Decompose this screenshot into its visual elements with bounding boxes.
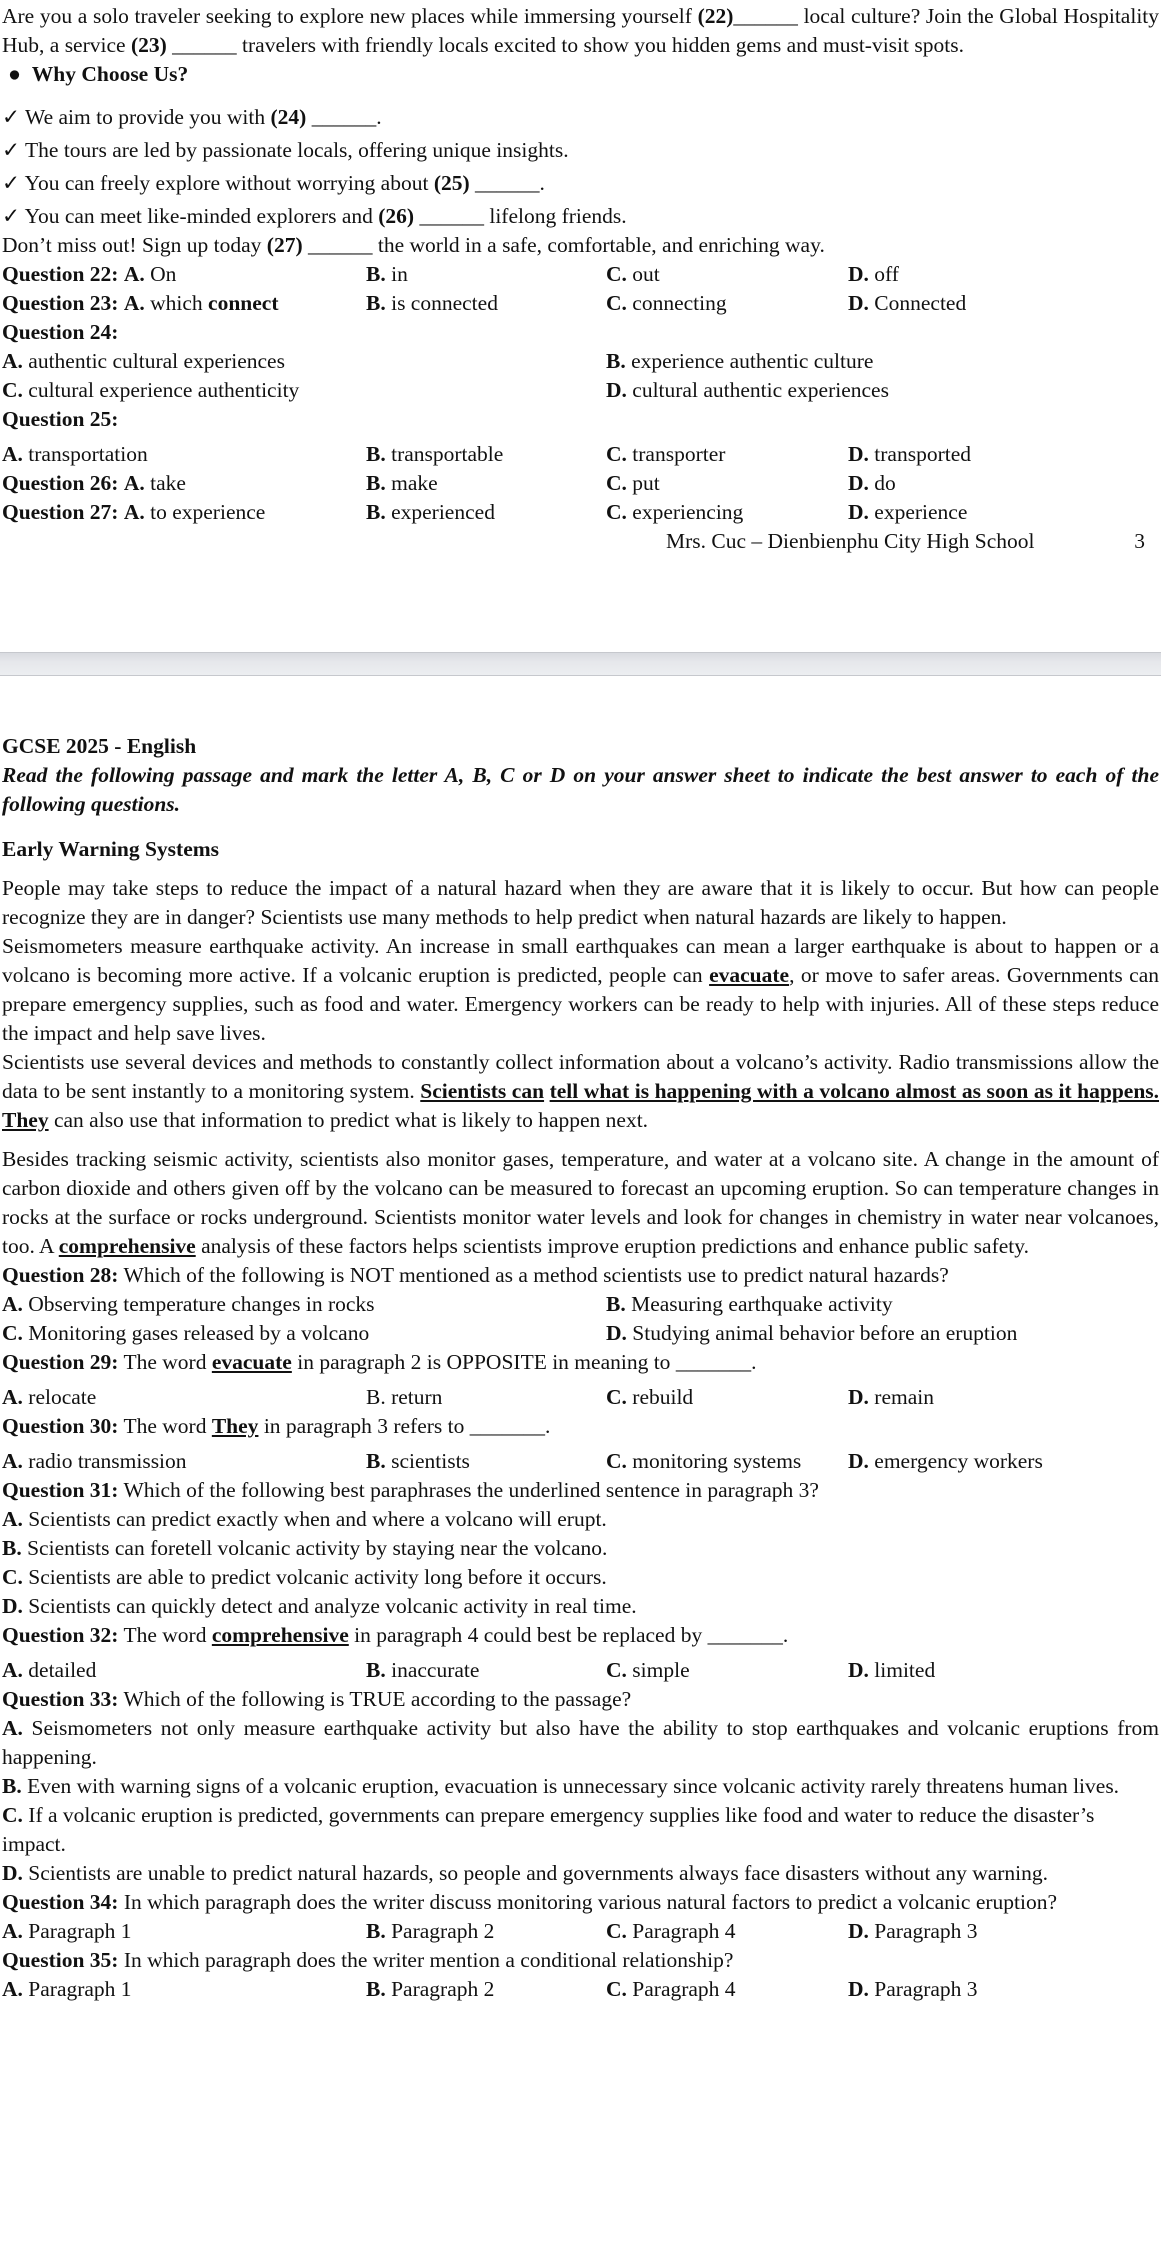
question-stem-a: The word (123, 1414, 207, 1438)
option-a: radio transmission (28, 1449, 187, 1473)
option-letter: B. (2, 1536, 22, 1560)
option-letter: C. (606, 1385, 627, 1409)
benefit-item (2, 103, 1159, 132)
option-letter: D. (848, 500, 869, 524)
blank-27: ______ (308, 233, 373, 257)
question-35-options (2, 1975, 1159, 2004)
question-22 (2, 260, 1159, 289)
question-label: Question 26: (2, 471, 119, 495)
option-letter: B. (366, 1449, 386, 1473)
question-33-stem (2, 1685, 1159, 1714)
option-d: Connected (874, 291, 967, 315)
option-d: Paragraph 3 (874, 1977, 978, 2001)
option-a: authentic cultural experiences (28, 349, 285, 373)
option-c: simple (632, 1658, 690, 1682)
benefit-post: . (376, 105, 382, 129)
option-letter: B. (366, 442, 386, 466)
option-c: Monitoring gases released by a volcano (28, 1321, 370, 1345)
exam-header: GCSE 2025 - English (2, 734, 197, 758)
question-34-options (2, 1917, 1159, 1946)
option-letter: D. (606, 1321, 627, 1345)
option-b: scientists (391, 1449, 470, 1473)
option-a (2, 1714, 1159, 1772)
option-c: put (632, 471, 660, 495)
passage-paragraph-3 (2, 1048, 1159, 1135)
option-text: Scientists can quickly detect and analyze volcanic activity in real time. (28, 1594, 637, 1618)
question-label: Question 23: (2, 291, 119, 315)
option-a (2, 1505, 1159, 1534)
option-letter: D. (848, 291, 869, 315)
option-letter: C. (2, 1565, 23, 1589)
check-icon: ✓ (2, 171, 21, 195)
question-blank: _______. (675, 1350, 757, 1374)
option-letter: C. (2, 1321, 23, 1345)
question-34-stem (2, 1888, 1159, 1917)
option-d: do (874, 471, 896, 495)
option-letter: A. (2, 1385, 23, 1409)
question-32-stem (2, 1621, 1159, 1650)
option-letter: C. (606, 500, 627, 524)
question-23 (2, 289, 1159, 318)
benefit-text: The tours are led by passionate locals, offering unique insights. (25, 138, 569, 162)
instruction-text: Read the following passage and mark the letter A, B, C or D on your answer sheet to indicate the best answer to each of the following questions. (2, 763, 1159, 816)
option-text: Scientists can foretell volcanic activity by staying near the volcano. (27, 1536, 608, 1560)
option-c (2, 1563, 1159, 1592)
blank-number-26: (26) (378, 204, 415, 228)
option-b (2, 1772, 1159, 1801)
option-letter: A. (2, 1507, 23, 1531)
intro-text-2: local culture? Join the Global Hospitality Hub, a service (2, 4, 1160, 57)
option-b (2, 1534, 1159, 1563)
option-text: Scientists are able to predict volcanic activity long before it occurs. (28, 1565, 607, 1589)
option-letter: C. (2, 1803, 23, 1827)
option-letter: D. (848, 471, 869, 495)
passage-paragraph-1: People may take steps to reduce the impact of a natural hazard when they are aware that it is likely to occur. But how can people recognize they are in danger? Scientists use many methods to help predict when natural hazards are likely to happen. (2, 876, 1159, 929)
option-c: experiencing (632, 500, 744, 524)
option-letter: A. (123, 471, 145, 495)
para2-text-b: , or move to safer areas. Governments can prepare emergency supplies, such as food and water. Emergency workers can be ready to help with injuries. All of these steps reduce the impact and help save lives. (2, 963, 1159, 1045)
highlight-word-comprehensive: comprehensive (58, 1234, 196, 1258)
page-separator (0, 652, 1161, 676)
option-letter: C. (606, 291, 627, 315)
option-d (2, 1592, 1159, 1621)
option-b: Measuring earthquake activity (631, 1292, 893, 1316)
blank-23: ______ (172, 33, 237, 57)
option-b: Paragraph 2 (391, 1919, 495, 1943)
underlined-sentence-part-1: Scientists can (420, 1079, 545, 1103)
question-label: Question 28: (2, 1263, 119, 1287)
question-24-row-1 (2, 347, 1159, 376)
question-stem: Which of the following is TRUE according to the passage? (123, 1687, 632, 1711)
intro-text-3: travelers with friendly locals excited to show you hidden gems and must-visit spots. (242, 33, 964, 57)
option-letter: C. (606, 262, 627, 286)
question-label: Question 22: (2, 262, 119, 286)
option-c: Paragraph 4 (632, 1919, 736, 1943)
option-b: make (391, 471, 438, 495)
passage-title: Early Warning Systems (2, 837, 220, 861)
intro-paragraph (2, 2, 1159, 60)
option-letter: B. (606, 349, 626, 373)
option-a: Observing temperature changes in rocks (28, 1292, 375, 1316)
option-letter: A. (2, 442, 23, 466)
option-letter: A. (2, 349, 23, 373)
option-a: take (150, 471, 186, 495)
option-c: rebuild (632, 1385, 694, 1409)
footer-page-number: 3 (1134, 529, 1145, 553)
passage-paragraph-4 (2, 1145, 1159, 1261)
option-letter: D. (848, 1385, 869, 1409)
option-letter: B. (366, 471, 386, 495)
option-letter: D. (606, 378, 627, 402)
question-30-options (2, 1447, 1159, 1476)
question-stem-b: in paragraph 2 is OPPOSITE in meaning to (297, 1350, 671, 1374)
option-c: connecting (632, 291, 727, 315)
question-word: They (211, 1414, 259, 1438)
question-stem-b: in paragraph 3 refers to (263, 1414, 465, 1438)
question-label: Question 31: (2, 1478, 119, 1502)
check-icon: ✓ (2, 138, 21, 162)
option-b: Paragraph 2 (391, 1977, 495, 2001)
why-heading (2, 60, 1159, 89)
question-stem-b: in paragraph 4 could best be replaced by (354, 1623, 703, 1647)
question-label: Question 35: (2, 1948, 119, 1972)
question-29-stem (2, 1348, 1159, 1377)
question-28-row-1 (2, 1290, 1159, 1319)
option-b: transportable (391, 442, 504, 466)
signup-post: the world in a safe, comfortable, and enriching way. (377, 233, 825, 257)
option-c: monitoring systems (632, 1449, 802, 1473)
question-stem-a: The word (123, 1623, 207, 1647)
option-a: Paragraph 1 (28, 1919, 132, 1943)
option-d (2, 1859, 1159, 1888)
question-label: Question 27: (2, 500, 119, 524)
question-31-stem (2, 1476, 1159, 1505)
option-a: relocate (28, 1385, 97, 1409)
question-label-24: Question 24: (2, 320, 119, 344)
option-d: Studying animal behavior before an eruption (632, 1321, 1018, 1345)
question-stem-a: The word (123, 1350, 207, 1374)
reading-section (0, 676, 1161, 2004)
benefit-post: lifelong friends. (489, 204, 627, 228)
question-word: evacuate (211, 1350, 292, 1374)
blank-22: ______ (733, 4, 798, 28)
blank-number-24: (24) (270, 105, 307, 129)
option-b: experience authentic culture (631, 349, 874, 373)
option-b: experienced (391, 500, 495, 524)
option-letter: A. (2, 1292, 23, 1316)
option-letter: B. (366, 262, 386, 286)
question-35-stem (2, 1946, 1159, 1975)
option-letter: A. (2, 1919, 23, 1943)
footer-school: Mrs. Cuc – Dienbienphu City High School (666, 529, 1035, 553)
question-stem: Which of the following best paraphrases the underlined sentence in paragraph 3? (123, 1478, 819, 1502)
underlined-sentence-part-2: tell what is happening with a volcano almost as soon as it happens. (549, 1079, 1160, 1103)
option-letter: B. (366, 1658, 386, 1682)
option-c: cultural experience authenticity (28, 378, 300, 402)
option-a: to experience (150, 500, 266, 524)
question-30-stem (2, 1412, 1159, 1441)
option-c: out (632, 262, 660, 286)
check-icon: ✓ (2, 204, 21, 228)
benefit-item (2, 202, 1159, 231)
option-letter: B. (366, 500, 386, 524)
option-a: On (150, 262, 177, 286)
blank-24: ______ (311, 105, 377, 129)
question-28-stem (2, 1261, 1159, 1290)
para4-text-b: analysis of these factors helps scientists improve eruption predictions and enhance public safety. (201, 1234, 1030, 1258)
option-letter: B. (2, 1774, 22, 1798)
question-label-25: Question 25: (2, 407, 119, 431)
previous-page-section (0, 0, 1161, 652)
question-stem: In which paragraph does the writer discuss monitoring various natural factors to predict a volcanic eruption? (123, 1890, 1058, 1914)
question-27 (2, 498, 1159, 527)
question-label: Question 33: (2, 1687, 119, 1711)
option-d: off (874, 262, 899, 286)
option-d: transported (874, 442, 971, 466)
option-letter: C. (606, 1658, 627, 1682)
option-c: Paragraph 4 (632, 1977, 736, 2001)
option-letter: C. (606, 1449, 627, 1473)
option-letter: C. (606, 471, 627, 495)
highlight-word-evacuate: evacuate (709, 963, 790, 987)
benefit-text: We aim to provide you with (25, 105, 266, 129)
option-letter: A. (2, 1658, 23, 1682)
question-28-row-2 (2, 1319, 1159, 1348)
question-blank: _______. (707, 1623, 789, 1647)
option-letter: A. (2, 1449, 23, 1473)
option-letter: B. (366, 1977, 386, 2001)
option-d: remain (874, 1385, 934, 1409)
why-heading-text: Why Choose Us? (31, 62, 189, 86)
question-26 (2, 469, 1159, 498)
option-text: Scientists are unable to predict natural hazards, so people and governments always face disasters without any warning. (28, 1861, 1049, 1885)
option-letter: C. (606, 1919, 627, 1943)
option-a: detailed (28, 1658, 97, 1682)
option-letter: D. (848, 1449, 869, 1473)
option-letter: C. (2, 378, 23, 402)
option-letter: D. (848, 1919, 869, 1943)
passage-paragraph-2 (2, 932, 1159, 1048)
option-letter: D. (2, 1861, 23, 1885)
blank-number-23: (23) (130, 33, 167, 57)
benefit-item (2, 136, 1159, 165)
option-b: is connected (391, 291, 498, 315)
option-letter: A. (123, 291, 145, 315)
option-letter: D. (848, 1977, 869, 2001)
option-letter: A. (2, 1716, 23, 1740)
para2-text-a: Seismometers measure earthquake activity. An increase in small earthquakes can mean a larger earthquake is about to happen or a volcano is becoming more active. If a volcanic eruption is predicted, people can (2, 934, 1159, 987)
highlight-word-they: They (2, 1108, 49, 1132)
benefit-text: You can meet like-minded explorers and (24, 204, 373, 228)
option-d: Paragraph 3 (874, 1919, 978, 1943)
question-label: Question 30: (2, 1414, 119, 1438)
blank-26: ______ (419, 204, 484, 228)
option-b: inaccurate (391, 1658, 480, 1682)
option-a: Paragraph 1 (28, 1977, 132, 2001)
para4-text-a: Besides tracking seismic activity, scientists also monitor gases, temperature, and water at a volcano site. A change in the amount of carbon dioxide and others given off by the volcano can be measured to forecast an upcoming eruption. So can temperature changes in rocks at the surface or rocks underground. Scientists monitor water levels and look for changes in chemistry in water near volcanoes, too. A (2, 1147, 1159, 1258)
option-letter: C. (606, 442, 627, 466)
page-footer (2, 527, 1159, 556)
question-label: Question 32: (2, 1623, 119, 1647)
option-text: If a volcanic eruption is predicted, governments can prepare emergency supplies like food and water to reduce the disaster’s impact. (2, 1803, 1095, 1856)
blank-number-22: (22) (697, 4, 734, 28)
blank-25: ______ (475, 171, 540, 195)
question-label: Question 34: (2, 1890, 119, 1914)
option-letter: A. (2, 1977, 23, 2001)
question-25 (2, 440, 1159, 469)
question-word: comprehensive (211, 1623, 349, 1647)
option-d: experience (874, 500, 968, 524)
option-b: in (391, 262, 408, 286)
question-32-options (2, 1656, 1159, 1685)
intro-text-1: Are you a solo traveler seeking to explore new places while immersing yourself (2, 4, 692, 28)
option-text: Even with warning signs of a volcanic eruption, evacuation is unnecessary since volcanic activity rarely threatens human lives. (27, 1774, 1120, 1798)
option-c (2, 1801, 1159, 1859)
option-letter: B. (366, 1919, 386, 1943)
question-24-row-2 (2, 376, 1159, 405)
option-a-bold: connect (208, 291, 279, 315)
option-d: cultural authentic experiences (632, 378, 889, 402)
option-letter: B. (366, 291, 386, 315)
check-icon: ✓ (2, 105, 21, 129)
option-letter: D. (848, 1658, 869, 1682)
option-d: limited (874, 1658, 936, 1682)
benefit-text: You can freely explore without worrying about (24, 171, 429, 195)
option-letter: D. (848, 442, 869, 466)
option-b: return (391, 1385, 443, 1409)
question-stem: In which paragraph does the writer mention a conditional relationship? (123, 1948, 734, 1972)
option-letter: C. (606, 1977, 627, 2001)
question-blank: _______. (469, 1414, 551, 1438)
option-letter: A. (123, 500, 145, 524)
option-c: transporter (632, 442, 726, 466)
question-29-options (2, 1383, 1159, 1412)
question-label: Question 29: (2, 1350, 119, 1374)
para3-text-b: can also use that information to predict what is likely to happen next. (53, 1108, 649, 1132)
option-text: Scientists can predict exactly when and where a volcano will erupt. (28, 1507, 607, 1531)
option-letter: D. (848, 262, 869, 286)
signup-line (2, 231, 1159, 260)
option-d: emergency workers (874, 1449, 1043, 1473)
benefit-item (2, 169, 1159, 198)
blank-number-25: (25) (433, 171, 470, 195)
bullet-icon: ● (8, 62, 21, 86)
option-letter: A. (123, 262, 145, 286)
option-letter: D. (2, 1594, 23, 1618)
para3-text-a: Scientists use several devices and methods to constantly collect information about a volcano’s activity. Radio transmissions allow the data to be sent instantly to a monitoring system. (2, 1050, 1159, 1103)
option-a: transportation (28, 442, 148, 466)
benefit-post: . (539, 171, 545, 195)
option-a: which (150, 291, 203, 315)
option-text: Seismometers not only measure earthquake activity but also have the ability to stop earthquakes and volcanic eruptions from happening. (2, 1716, 1159, 1769)
signup-text: Don’t miss out! Sign up today (2, 233, 262, 257)
blank-number-27: (27) (266, 233, 303, 257)
question-stem: Which of the following is NOT mentioned as a method scientists use to predict natural hazards? (123, 1263, 949, 1287)
option-letter: B. (606, 1292, 626, 1316)
option-letter: B. (366, 1385, 386, 1409)
